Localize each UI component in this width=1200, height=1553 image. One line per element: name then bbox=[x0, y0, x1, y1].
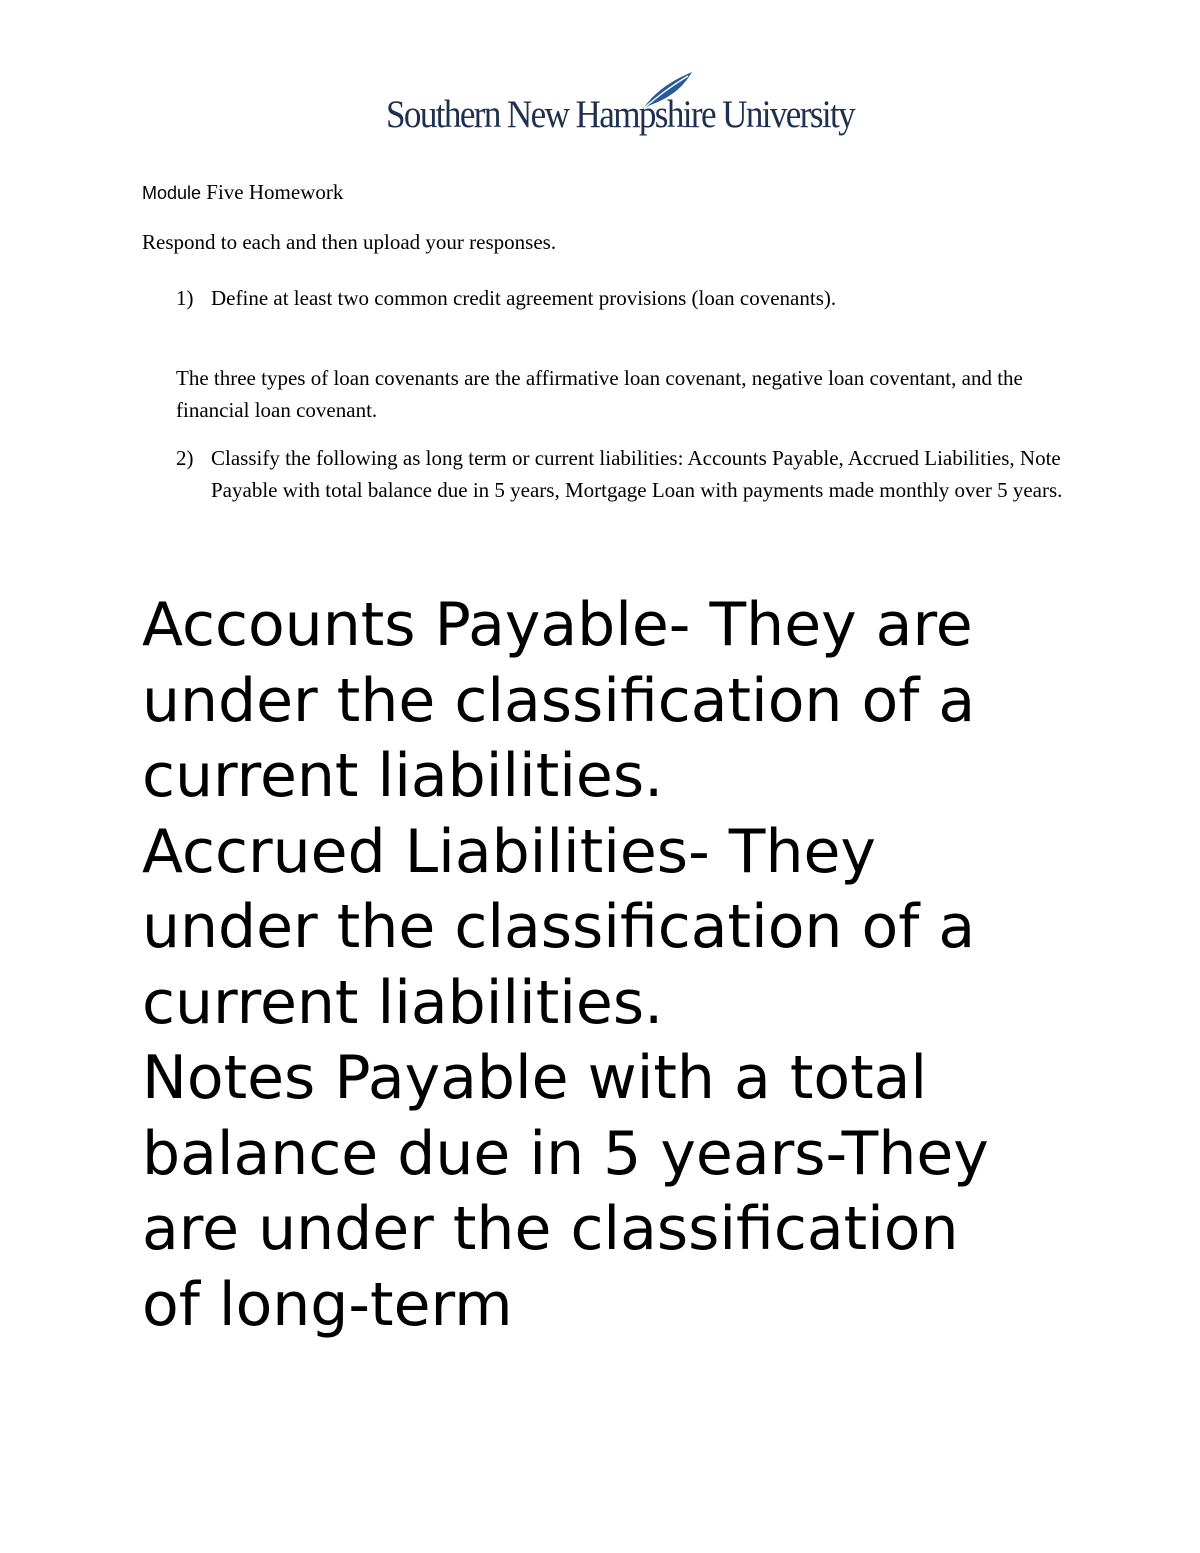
university-logo bbox=[0, 70, 1200, 142]
question-1-answer: The three types of loan covenants are the affirmative loan covenant, negative loan coventant, and the financial loan covenant. bbox=[176, 366, 1023, 422]
question-1-text: Define at least two common credit agreement provisions (loan covenants). bbox=[211, 286, 837, 310]
document-title bbox=[142, 180, 343, 205]
title-module-word: Module bbox=[142, 183, 202, 203]
question-2-number: 2) bbox=[176, 446, 194, 470]
instructions-text: Respond to each and then upload your responses. bbox=[142, 230, 557, 254]
title-rest: Five Homework bbox=[201, 180, 344, 204]
question-2-text: Classify the following as long term or current liabilities: Accounts Payable, Accrued Liabilities, Note Payable with total balance due in 5 years, Mortgage Loan with payments made monthly over 5 years. bbox=[211, 446, 1063, 502]
question-1-number: 1) bbox=[176, 286, 194, 310]
feather-icon bbox=[638, 70, 696, 114]
logo-wordmark: Southern New Hampshire University bbox=[386, 93, 855, 136]
question-2-answer: Accounts Payable- They are under the classification of a current liabilities. Accrued Liabilities- They under the classification of a current liabilities. Notes Payable with a total balance due in 5 years-They are under the classification of long-term bbox=[142, 590, 989, 1340]
